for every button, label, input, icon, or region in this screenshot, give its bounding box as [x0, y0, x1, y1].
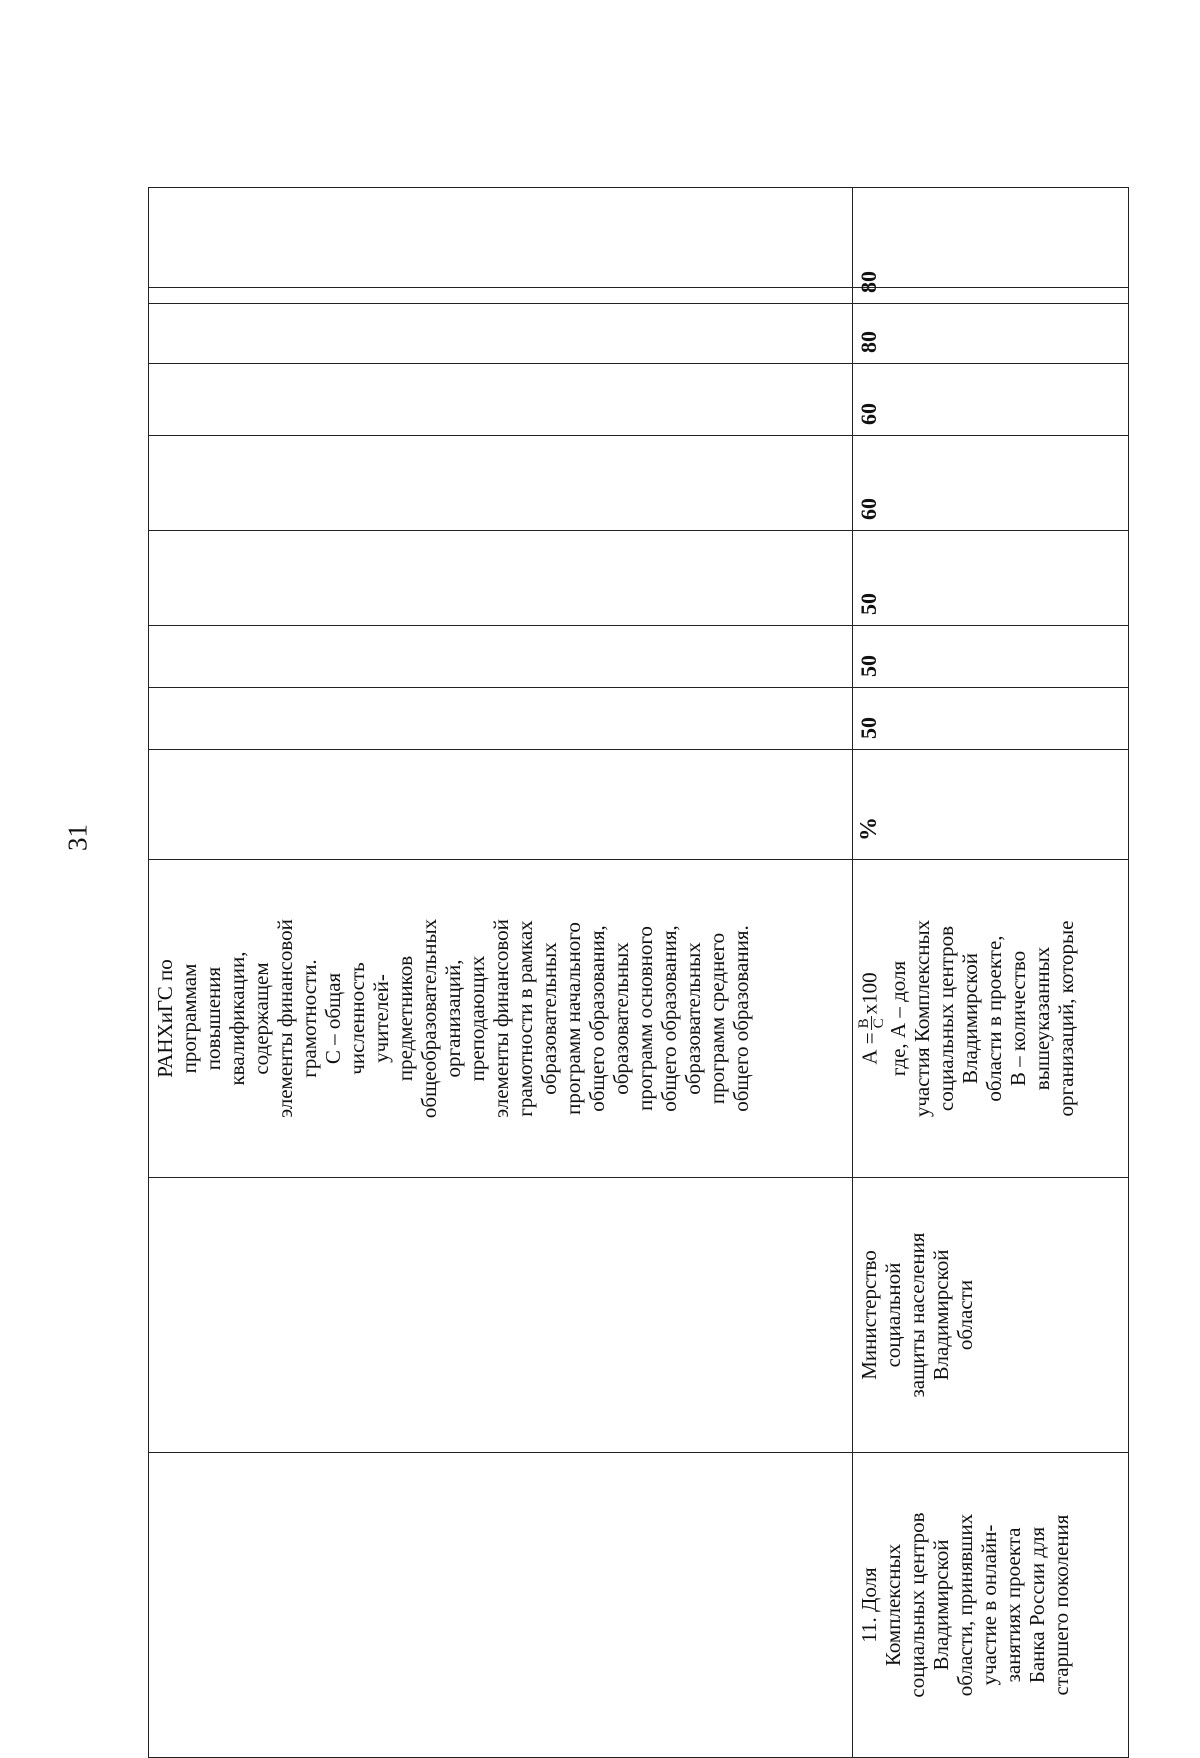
method-line: организаций, которые: [1054, 920, 1078, 1117]
method-line: содержащем: [249, 962, 273, 1075]
page-number: 31: [62, 824, 93, 851]
method-line: программ среднего: [705, 932, 729, 1105]
rotated-table-container: [148, 18, 1110, 1758]
formula-lhs: А =: [857, 1032, 882, 1065]
document-page: [148, 18, 1110, 1758]
method-line: квалификации,: [225, 951, 249, 1086]
value-cell-empty: [149, 688, 853, 750]
method-line: общего образования,: [585, 925, 609, 1112]
method-line: предметников: [393, 955, 417, 1082]
method-line: грамотности в рамках: [513, 920, 537, 1117]
method-line: организаций,: [441, 959, 465, 1078]
method-line: образовательных: [681, 942, 705, 1095]
indicator-line: Владимирской: [929, 1539, 953, 1671]
value-cell-empty: [149, 531, 853, 626]
method-line: где, А – доля: [886, 960, 910, 1077]
method-line: программам: [177, 963, 201, 1074]
method-line: численность: [345, 962, 369, 1075]
value-cell-empty: [149, 436, 853, 531]
method-line: образовательных: [609, 942, 633, 1095]
formula-denominator: С: [871, 1018, 887, 1029]
value-cell: 80: [853, 304, 1129, 364]
indicator-line: 11. Доля: [857, 1567, 881, 1643]
method-line: С – общая: [321, 972, 345, 1065]
method-line: Владимирской: [958, 953, 982, 1084]
indicator-line: области, принявших: [953, 1513, 977, 1697]
responsible-line: области: [953, 1279, 977, 1351]
method-line: программ начального: [561, 922, 585, 1115]
responsible-line: Владимирской: [929, 1249, 953, 1381]
value-cell: 50: [853, 531, 1129, 626]
responsible-cell-empty: [149, 1178, 853, 1453]
method-line: программ основного: [633, 926, 657, 1111]
value-cell: 50: [853, 626, 1129, 688]
formula-numerator: В: [856, 1018, 872, 1029]
formula-fraction: [857, 1016, 886, 1030]
method-line: грамотности.: [297, 959, 321, 1078]
method-line: вышеуказанных: [1030, 946, 1054, 1091]
note-cell-empty: [149, 188, 853, 288]
unit-cell: %: [853, 750, 1129, 860]
value-cell-empty: [149, 626, 853, 688]
method-line: участия Комплексных: [910, 919, 934, 1118]
indicator-line: Комплексных: [881, 1543, 905, 1667]
responsible-cell: [853, 1178, 1129, 1453]
method-line: элементы финансовой: [273, 919, 297, 1118]
method-line: социальных центров: [934, 925, 958, 1112]
value-cell: 50: [853, 688, 1129, 750]
method-line: преподающих: [465, 955, 489, 1082]
value-cell: 80: [853, 288, 1129, 304]
value-cell: 60: [853, 364, 1129, 436]
responsible-line: социальной: [881, 1262, 905, 1368]
table-row-continued: [149, 188, 853, 1758]
responsible-line: Министерство: [857, 1250, 881, 1380]
method-cell-continued: [149, 860, 853, 1178]
indicator-line: Банка России для: [1025, 1526, 1049, 1684]
value-cell-empty: [149, 364, 853, 436]
indicator-name-cell: [853, 1453, 1129, 1758]
method-line: области в проекте,: [982, 935, 1006, 1102]
method-line: общего образования,: [657, 925, 681, 1112]
indicator-cell-empty: [149, 1453, 853, 1758]
unit-cell-empty: [149, 750, 853, 860]
method-line: РАНХиГС по: [153, 959, 177, 1078]
indicator-line: занятиях проекта: [1001, 1527, 1025, 1683]
table-row-indicator-11: [853, 188, 1129, 1758]
value-cell-empty: [149, 304, 853, 364]
method-line: общеобразовательных: [417, 918, 441, 1119]
method-line: В – количество: [1006, 950, 1030, 1087]
formula-rhs: х100: [857, 972, 882, 1015]
method-line: повышения: [201, 966, 225, 1071]
indicator-line: участие в онлайн-: [977, 1524, 1001, 1686]
value-cell: 60: [853, 436, 1129, 531]
indicator-line: старшего поколения: [1049, 1514, 1073, 1696]
value-cell-empty: [149, 288, 853, 304]
formula: [857, 866, 886, 1171]
method-line: общего образования.: [729, 925, 753, 1112]
method-line: элементы финансовой: [489, 919, 513, 1118]
indicator-line: социальных центров: [905, 1512, 929, 1698]
indicator-table: [148, 187, 1129, 1758]
method-line: учителей-: [369, 974, 393, 1063]
method-line: образовательных: [537, 942, 561, 1095]
responsible-line: защиты населения: [905, 1232, 929, 1398]
note-cell-empty: [853, 188, 1129, 288]
method-cell: [853, 860, 1129, 1178]
